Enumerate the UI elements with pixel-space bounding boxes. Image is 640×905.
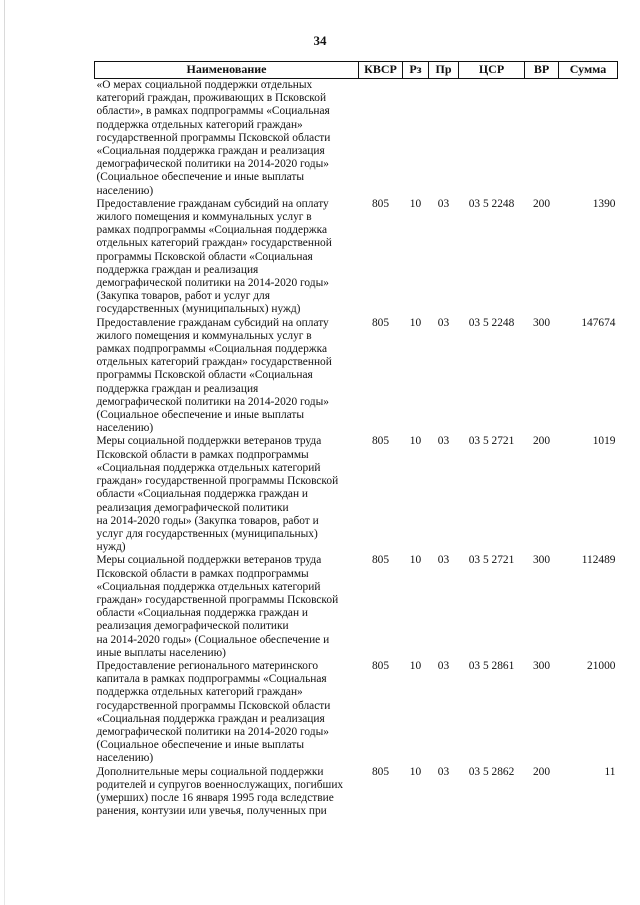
row-name: Предоставление гражданам субсидий на оплату жилого помещения и коммунальных услуг в рамках подпрограммы «Социальная поддержка отдельных категорий граждан» государственной программы Псковской области «Социальная поддержка граждан и реализация демографической политики на 2014-2020 годы» (Закупка товаров, работ и услуг для государственных (муниципальных) нужд) <box>96 197 332 316</box>
table-row <box>95 198 618 317</box>
row-sum: 1390 <box>592 197 616 210</box>
row-kvsr: 805 <box>371 659 390 672</box>
row-csr: 03 5 2721 <box>468 554 515 567</box>
row-rz: 10 <box>409 765 422 778</box>
header-csr: ЦСР <box>459 62 525 79</box>
row-csr: 03 5 2248 <box>468 197 515 210</box>
table-row <box>95 554 618 660</box>
row-name: «О мерах социальной поддержки отдельных категорий граждан, проживающих в Псковской области», в рамках подпрограммы «Социальная поддержка отдельных категорий граждан» государственной программы Псковской области «Социальная поддержка граждан и реализация демографической политики на 2014-2020 годы» (Социальное обеспечение и иные выплаты населению) <box>96 79 331 197</box>
header-kvsr: КВСР <box>359 62 403 79</box>
header-pr: Пр <box>429 62 459 79</box>
row-csr: 03 5 2248 <box>468 316 515 329</box>
row-csr: 03 5 2721 <box>468 435 515 448</box>
row-vr: 200 <box>532 765 551 778</box>
table-row <box>95 660 618 766</box>
budget-table <box>94 61 618 818</box>
row-csr: 03 5 2861 <box>468 659 515 672</box>
row-name: Предоставление гражданам субсидий на оплату жилого помещения и коммунальных услуг в рамках подпрограммы «Социальная поддержка отдельных категорий граждан» государственной программы Псковской области «Социальная поддержка граждан и реализация демографической политики на 2014-2020 годы» (Социальное обеспечение и иные выплаты населению) <box>96 316 332 435</box>
row-vr: 300 <box>532 554 551 567</box>
row-name: Меры социальной поддержки ветеранов труда Псковской области в рамках подпрограммы «Социальная поддержка отдельных категорий граждан» государственной программы Псковской области «Социальная поддержка граждан и реализация демографической политики на 2014-2020 годы» (Закупка товаров, работ и услуг для государственных (муниципальных) нужд) <box>96 435 339 554</box>
header-sum: Сумма <box>559 62 618 79</box>
table-header-row <box>95 62 618 79</box>
row-sum: 112489 <box>581 554 616 567</box>
row-csr <box>459 79 525 198</box>
row-kvsr <box>359 79 403 198</box>
header-name: Наименование <box>95 62 359 79</box>
row-sum: 21000 <box>587 659 616 672</box>
row-kvsr: 805 <box>371 435 390 448</box>
header-rz: Рз <box>403 62 429 79</box>
row-kvsr: 805 <box>371 765 390 778</box>
row-sum: 147674 <box>581 316 616 329</box>
row-pr <box>429 79 459 198</box>
row-sum <box>559 79 618 198</box>
row-vr <box>525 79 559 198</box>
row-rz: 10 <box>409 659 422 672</box>
table-row <box>95 766 618 819</box>
table-row <box>95 317 618 436</box>
page-number: 34 <box>313 33 327 48</box>
row-vr: 300 <box>532 316 551 329</box>
row-rz: 10 <box>409 197 422 210</box>
row-vr: 200 <box>532 435 551 448</box>
row-kvsr: 805 <box>371 554 390 567</box>
row-sum: 11 <box>604 765 616 778</box>
row-rz <box>403 79 429 198</box>
row-pr: 03 <box>437 554 450 567</box>
row-kvsr: 805 <box>371 197 390 210</box>
row-vr: 300 <box>532 659 551 672</box>
row-pr: 03 <box>437 316 450 329</box>
table-row <box>95 79 618 198</box>
scan-edge <box>4 0 5 905</box>
row-name: Предоставление регионального материнского капитала в рамках подпрограммы «Социальная поддержка отдельных категорий граждан» государственной программы Псковской области «Социальная поддержка граждан и реализация демографической политики на 2014-2020 годы» (Социальное обеспечение и иные выплаты населению) <box>96 659 331 765</box>
row-pr: 03 <box>437 197 450 210</box>
header-vr: ВР <box>525 62 559 79</box>
row-name: Дополнительные меры социальной поддержки родителей и супругов военнослужащих, погибших (умерших) после 16 января 1995 года вследствие ранения, контузии или увечья, полученных при <box>96 765 344 818</box>
row-kvsr: 805 <box>371 316 390 329</box>
table-row <box>95 435 618 554</box>
row-name: Меры социальной поддержки ветеранов труда Псковской области в рамках подпрограммы «Социальная поддержка отдельных категорий граждан» государственной программы Псковской области «Социальная поддержка граждан и реализация демографической политики на 2014-2020 годы» (Социальное обеспечение и иные выплаты населению) <box>96 554 339 659</box>
row-rz: 10 <box>409 554 422 567</box>
table-body <box>95 79 618 819</box>
row-rz: 10 <box>409 316 422 329</box>
row-rz: 10 <box>409 435 422 448</box>
row-sum: 1019 <box>592 435 616 448</box>
row-pr: 03 <box>437 659 450 672</box>
row-pr: 03 <box>437 435 450 448</box>
row-csr: 03 5 2862 <box>468 765 515 778</box>
row-pr: 03 <box>437 765 450 778</box>
row-vr: 200 <box>532 197 551 210</box>
